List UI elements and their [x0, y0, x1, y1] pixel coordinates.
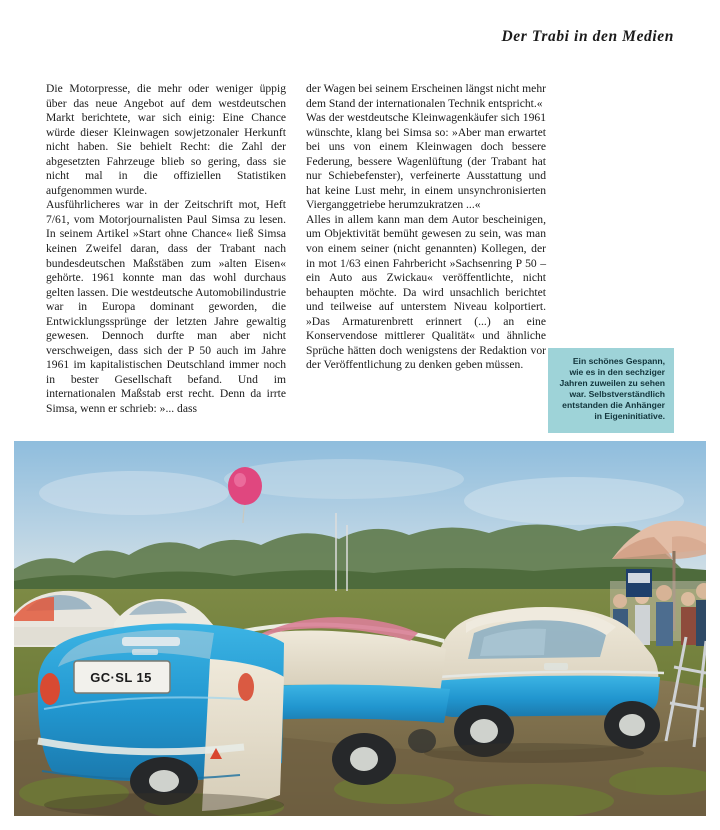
running-head: Der Trabi in den Medien [501, 28, 674, 45]
paragraph: Was der westdeutsche Kleinwagenkäufer sich 1961 wünschte, klang bei Simsa so: »Aber man erwartet bei uns von einem Kleinwagen doch bessere Federung, bessere Wagenlüftung (der Trabant hat nur Schiebefenster), verfeinerte Ausstattung und hat keine Lust mehr, in einem unsynchronisierten Vierganggetriebe herumzukratzen ...« [306, 111, 546, 212]
paragraph: der Wagen bei seinem Erscheinen längst nicht mehr dem Stand der internationalen Technik entspricht.« [306, 82, 546, 110]
license-plate-text: GC·SL 15 [90, 670, 152, 685]
text-column-left [46, 82, 286, 417]
paragraph: Ausführlicheres war in der Zeitschrift mot, Heft 7/61, vom Motorjournalisten Paul Simsa zu lesen. In seinem Artikel »Start ohne Chance« ließ Simsa keinen Zweifel daran, dass der Trabant nach bundesdeutschen Maßstäben zum »alten Eisen« gehörte. 1961 konnte man das wohl durchaus gelten lassen. Die westdeutsche Automobilindustrie war in Europa dominant geworden, die Entwicklungssprünge der letzten Jahre gewaltig gewesen. Dennoch durfte man aber nicht verschweigen, dass sich der P 50 auch im Jahre 1961 im kapitalistischen Deutschland immer noch in bester Gesellschaft befand. Und im internationalen Maßstab erst recht. Denn da irrte Simsa, wenn er schrieb: »... dass [46, 198, 286, 416]
photo-illustration [14, 441, 706, 816]
text-column-right [306, 82, 546, 417]
paragraph: Die Motorpresse, die mehr oder weniger üppig über das neue Angebot auf dem westdeutschen Markt berichtete, war sich einig: Eine Chance würde dieser Kleinwagen sowjetzonaler Herkunft nicht haben. Sie behielt Recht: die Zahl der abgesetzten Fahrzeuge blieb so gering, dass sie nicht mal in die offiziellen Statistiken aufgenommen wurde. [46, 82, 286, 197]
photo-caption: Ein schönes Gespann, wie es in den sechziger Jahren zuweilen zu sehen war. Selbstverständlich entstanden die Anhänger in Eigeninitiative. [548, 348, 674, 433]
trabant-photo [14, 441, 706, 816]
paragraph: Alles in allem kann man dem Autor bescheinigen, um Objektivität bemüht gewesen zu sein, was man von einem seiner (nicht genannten) Kollegen, der in mot 1/63 einen Fahrbericht »Sachsenring P 50 – ein Auto aus Zwickau« veröffentlichte, nicht behaupten möchte. Da wird unsachlich berichtet und teilweise auf unterstem Niveau kolportiert. »Das Armaturenbrett erinnert (...) an eine Konservendose mittlerer Qualität« und ähnliche Sprüche hätten doch wenigstens der Redaktion vor der Veröffentlichung zu denken geben müssen. [306, 212, 546, 372]
